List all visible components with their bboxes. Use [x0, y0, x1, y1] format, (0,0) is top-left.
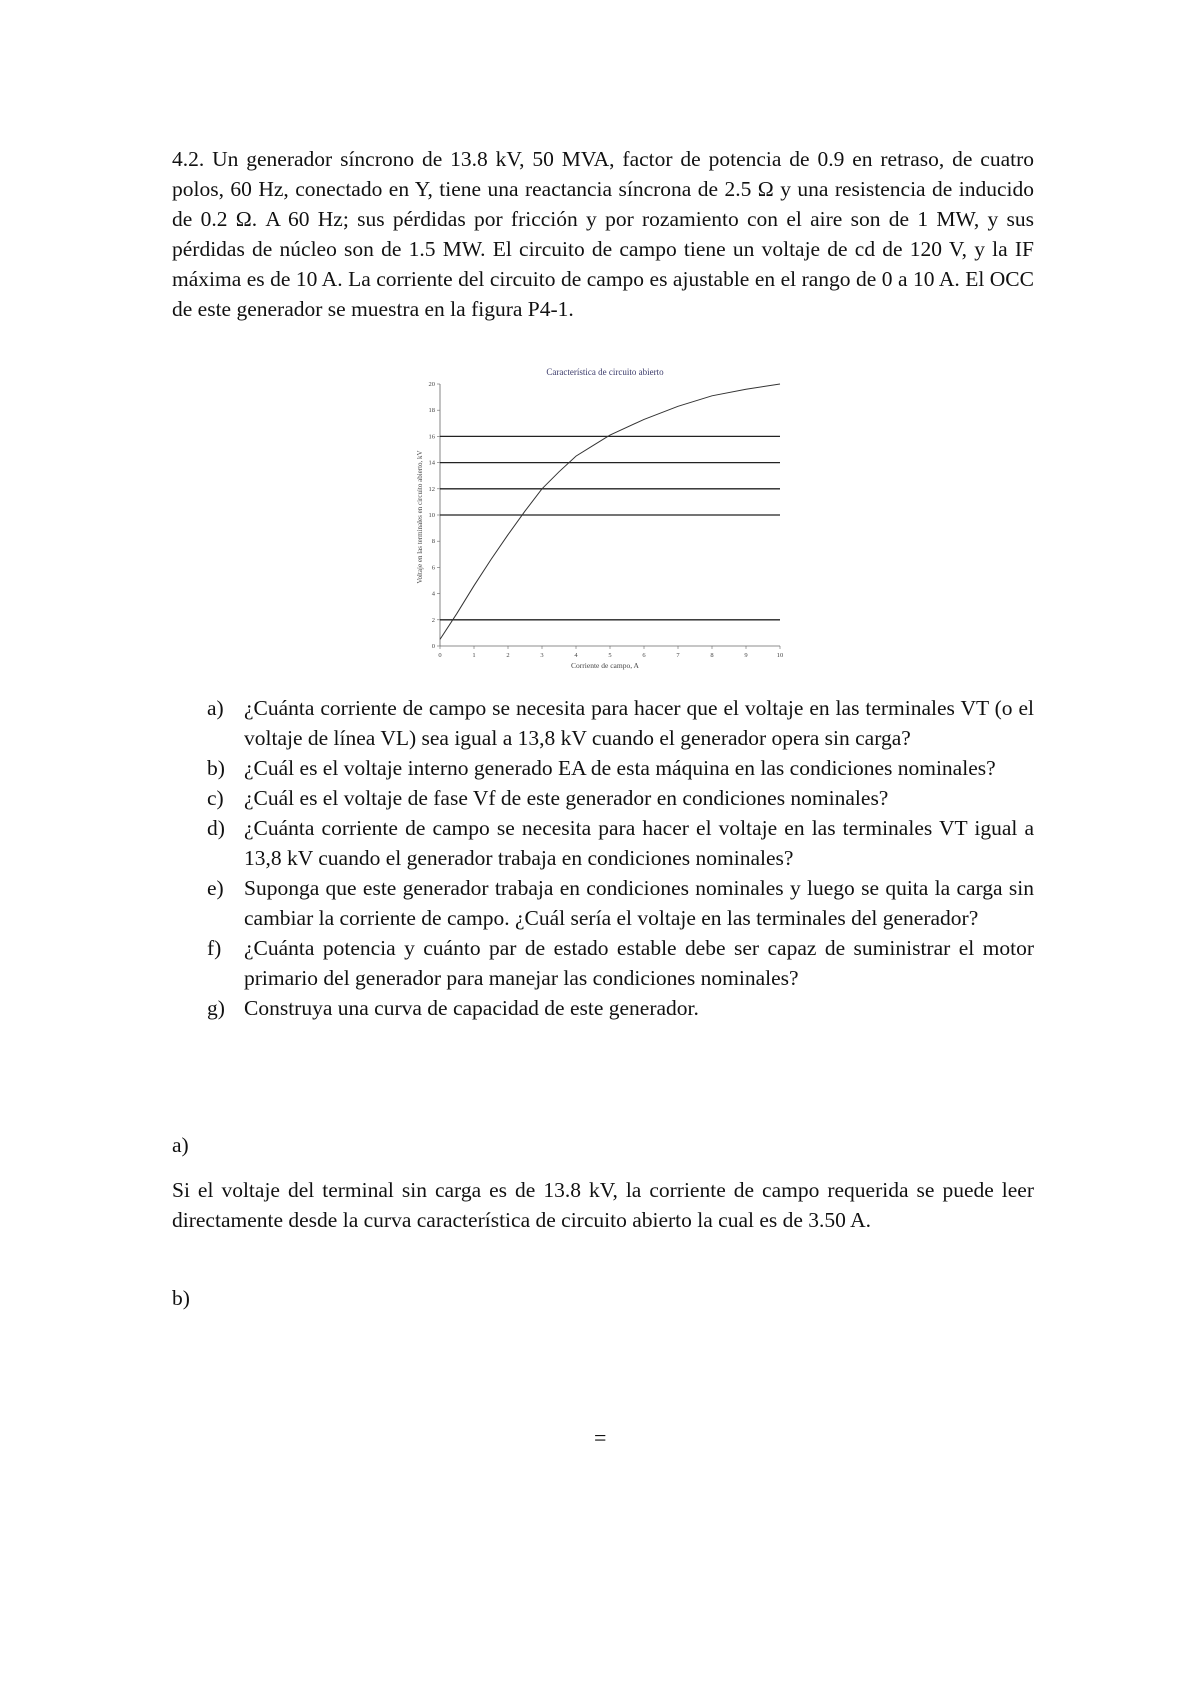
y-tick-label: 16 [428, 433, 435, 441]
question-letter: c) [207, 786, 224, 810]
question-item [172, 933, 1034, 993]
chart-title: Característica de circuito abierto [546, 367, 664, 377]
answer-a-text: Si el voltaje del terminal sin carga es de 13.8 kV, la corriente de campo requerida se puede leer directamente desde la curva característica de circuito abierto la cual es de 3.50 A. [172, 1178, 1034, 1232]
y-tick-label: 4 [431, 590, 435, 598]
question-letter: a) [207, 696, 224, 720]
y-tick-label: 6 [431, 564, 435, 572]
x-tick-label: 9 [744, 652, 748, 659]
x-tick-label: 10 [776, 652, 784, 659]
question-item [172, 813, 1034, 873]
y-tick-label: 0 [431, 643, 435, 650]
occ-figure [410, 362, 790, 672]
answer-a-label: a) [172, 1133, 189, 1157]
x-tick-label: 6 [642, 652, 646, 659]
y-tick-label: 18 [428, 407, 435, 415]
question-letter: e) [207, 876, 224, 900]
y-tick-label: 10 [428, 512, 435, 519]
question-text: Suponga que este generador trabaja en condiciones nominales y luego se quita la carga sin cambiar la corriente de campo. ¿Cuál sería el voltaje en las terminales del generador? [244, 876, 1034, 930]
question-text: ¿Cuál es el voltaje interno generado EA de esta máquina en las condiciones nominales? [244, 756, 996, 780]
question-item [172, 693, 1034, 753]
question-item [172, 993, 1034, 1023]
x-tick-label: 2 [506, 652, 510, 659]
chart-x-label: Corriente de campo, A [571, 661, 639, 670]
chart-plot-area [429, 381, 784, 659]
y-tick-label: 2 [431, 616, 435, 624]
problem-statement: 4.2. Un generador síncrono de 13.8 kV, 50 MVA, factor de potencia de 0.9 en retraso, de cuatro polos, 60 Hz, conectado en Y, tiene una reactancia síncrona de 2.5 Ω y una resistencia de inducido de 0.2 Ω. A 60 Hz; sus pérdidas por fricción y por rozamiento con el aire son de 1 MW, y sus pérdidas de núcleo son de 1.5 MW. El circuito de campo tiene un voltaje de cd de 120 V, y la IF máxima es de 10 A. La corriente del circuito de campo es ajustable en el rango de 0 a 10 A. El OCC de este generador se muestra en la figura P4-1. [172, 147, 1034, 321]
question-item [172, 783, 1034, 813]
x-tick-label: 7 [676, 652, 680, 659]
question-list [172, 693, 1034, 1023]
x-tick-label: 1 [472, 652, 476, 659]
y-tick-label: 12 [428, 485, 435, 493]
question-text: ¿Cuánta corriente de campo se necesita para hacer que el voltaje en las terminales VT (o el voltaje de línea VL) sea igual a 13,8 kV cuando el generador opera sin carga? [244, 696, 1034, 750]
question-letter: d) [207, 816, 225, 840]
y-tick-label: 14 [428, 459, 435, 467]
question-letter: b) [207, 756, 225, 780]
y-tick-label: 20 [428, 381, 435, 388]
question-item [172, 873, 1034, 933]
occ-curve [440, 384, 780, 639]
chart-y-label: Voltaje en las terminales en circuito abierto, kV [416, 450, 424, 584]
x-tick-label: 0 [438, 652, 442, 659]
question-text: ¿Cuánta potencia y cuánto par de estado estable debe ser capaz de suministrar el motor primario del generador para manejar las condiciones nominales? [244, 936, 1034, 990]
y-tick-label: 8 [431, 538, 435, 546]
question-item [172, 753, 1034, 783]
equals-sign: = [594, 1425, 607, 1450]
occ-chart [410, 362, 790, 672]
question-letter: f) [207, 936, 222, 960]
x-tick-label: 3 [540, 652, 544, 659]
question-text: ¿Cuánta corriente de campo se necesita para hacer el voltaje en las terminales VT igual a 13,8 kV cuando el generador trabaja en condiciones nominales? [244, 816, 1034, 870]
question-letter: g) [207, 996, 225, 1020]
x-tick-label: 8 [710, 652, 714, 659]
answer-b-label: b) [172, 1286, 190, 1310]
question-text: ¿Cuál es el voltaje de fase Vf de este generador en condiciones nominales? [244, 786, 889, 810]
question-text: Construya una curva de capacidad de este generador. [244, 996, 699, 1020]
x-tick-label: 5 [608, 652, 612, 659]
x-tick-label: 4 [574, 652, 578, 659]
